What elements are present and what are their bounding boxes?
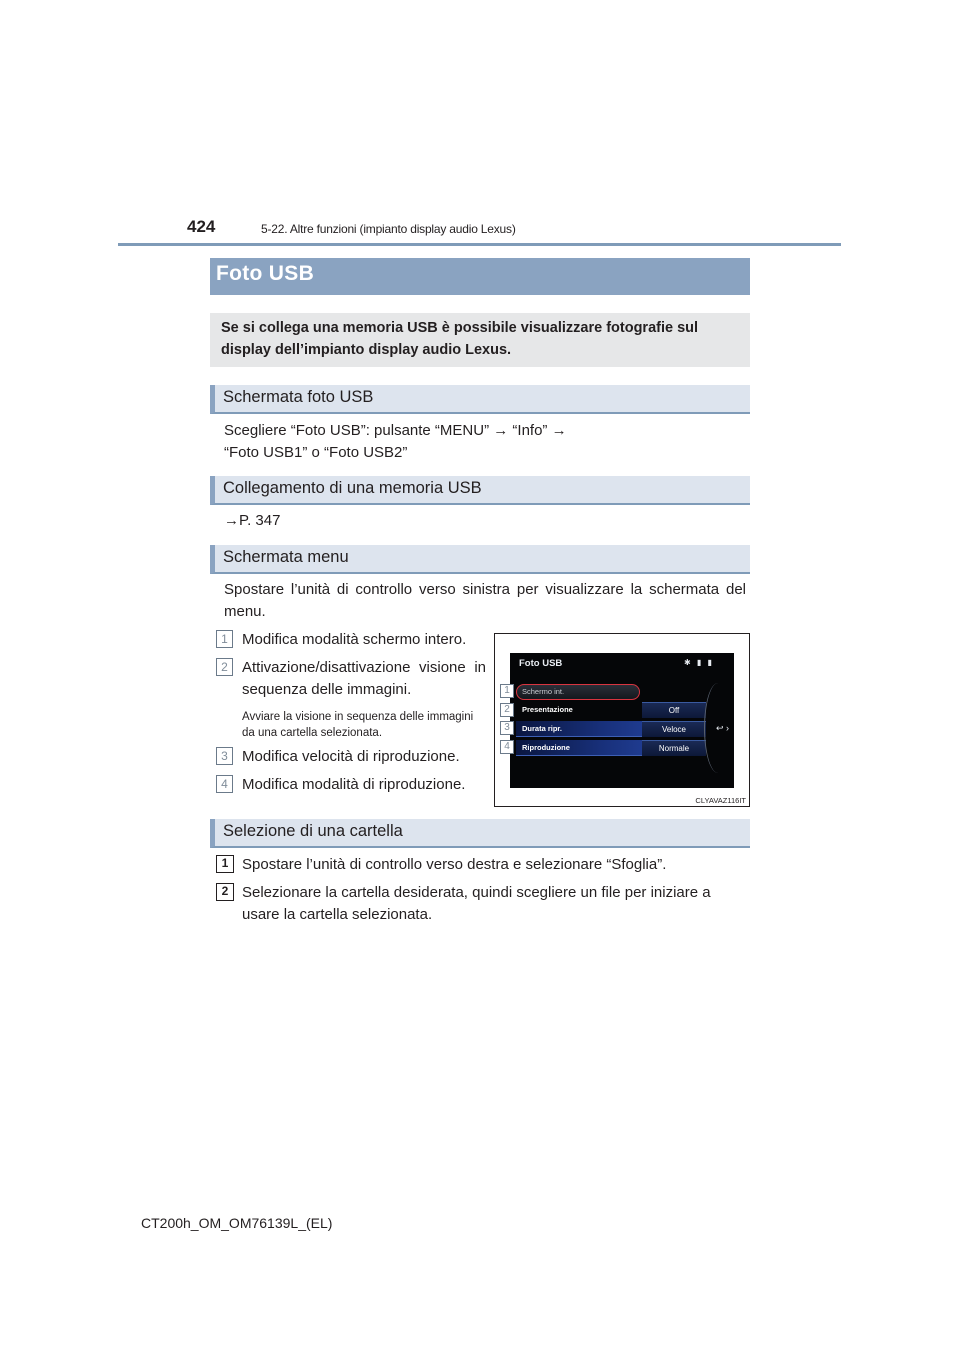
schermata-foto-line1: Scegliere “Foto USB”: pulsante “MENU” → “Info” →	[224, 422, 567, 439]
row-value: Off	[642, 702, 706, 718]
section-heading-schermata-foto: Schermata foto USB	[210, 385, 750, 414]
screen-row-durata[interactable]	[516, 721, 706, 737]
section-heading-menu: Schermata menu	[210, 545, 750, 574]
callout-1: 1	[500, 684, 514, 698]
menu-item-4	[216, 774, 486, 796]
page-number: 424	[187, 217, 216, 236]
menu-item-text: Modifica velocità di riproduzione.	[242, 748, 460, 765]
number-badge: 1	[216, 630, 233, 648]
row-label: Durata ripr.	[522, 724, 563, 733]
menu-item-1	[216, 629, 486, 651]
menu-description: Spostare l’unità di controllo verso sinistra per visualizzare la schermata del menu.	[224, 581, 746, 620]
number-badge: 3	[216, 747, 233, 765]
screen-title: Foto USB	[519, 658, 563, 669]
running-head: 5-22. Altre funzioni (impianto display audio Lexus)	[261, 222, 516, 236]
callout-2: 2	[500, 703, 514, 717]
row-value: Veloce	[642, 721, 706, 737]
step-1	[216, 854, 748, 876]
step-badge: 2	[216, 883, 234, 901]
menu-item-text: Attivazione/disattivazione visione in sequenza delle immagini.	[242, 659, 486, 698]
page-title: Foto USB	[210, 258, 750, 295]
menu-item-text: Modifica modalità schermo intero.	[242, 631, 467, 648]
step-2	[216, 882, 748, 926]
section-heading-cartella: Selezione di una cartella	[210, 819, 750, 848]
row-value: Normale	[642, 740, 706, 756]
menu-item-text: Modifica modalità di riproduzione.	[242, 776, 466, 793]
section-heading-collegamento: Collegamento di una memoria USB	[210, 476, 750, 505]
number-badge: 2	[216, 658, 233, 676]
intro-box: Se si collega una memoria USB è possibile visualizzare fotografie sul display dell’impianto display audio Lexus.	[210, 313, 750, 367]
footer-code: CT200h_OM_OM76139L_(EL)	[141, 1215, 333, 1231]
page-reference: →P. 347	[224, 512, 281, 529]
image-code: CLYAVAZ116IT	[695, 796, 746, 805]
menu-note: Avviare la visione in sequenza delle immagini da una cartella selezionata.	[242, 711, 474, 739]
step-text: Spostare l’unità di controllo verso destra e selezionare “Sfoglia”.	[242, 856, 667, 873]
display-screen	[510, 653, 734, 788]
menu-item-2	[216, 657, 486, 701]
screen-row-riproduzione[interactable]	[516, 740, 706, 756]
schermata-foto-line2: “Foto USB1” o “Foto USB2”	[224, 444, 408, 461]
screen-illustration	[494, 633, 750, 807]
callout-3: 3	[500, 721, 514, 735]
callout-4: 4	[500, 740, 514, 754]
step-text: Selezionare la cartella desiderata, quindi scegliere un file per iniziare a usare la cartella selezionata.	[242, 884, 711, 923]
status-icons: ✱ ▮ ▮	[684, 658, 714, 667]
screen-row-presentazione[interactable]	[516, 702, 706, 718]
row-label: Presentazione	[522, 705, 573, 714]
back-arrow-icon[interactable]: ↩ ›	[715, 723, 729, 733]
screen-row-fullscreen[interactable]	[516, 684, 640, 700]
row-label: Schermo int.	[522, 687, 565, 696]
header-rule	[118, 243, 841, 246]
number-badge: 4	[216, 775, 233, 793]
row-label: Riproduzione	[522, 743, 570, 752]
step-badge: 1	[216, 855, 234, 873]
menu-item-3	[216, 746, 486, 768]
